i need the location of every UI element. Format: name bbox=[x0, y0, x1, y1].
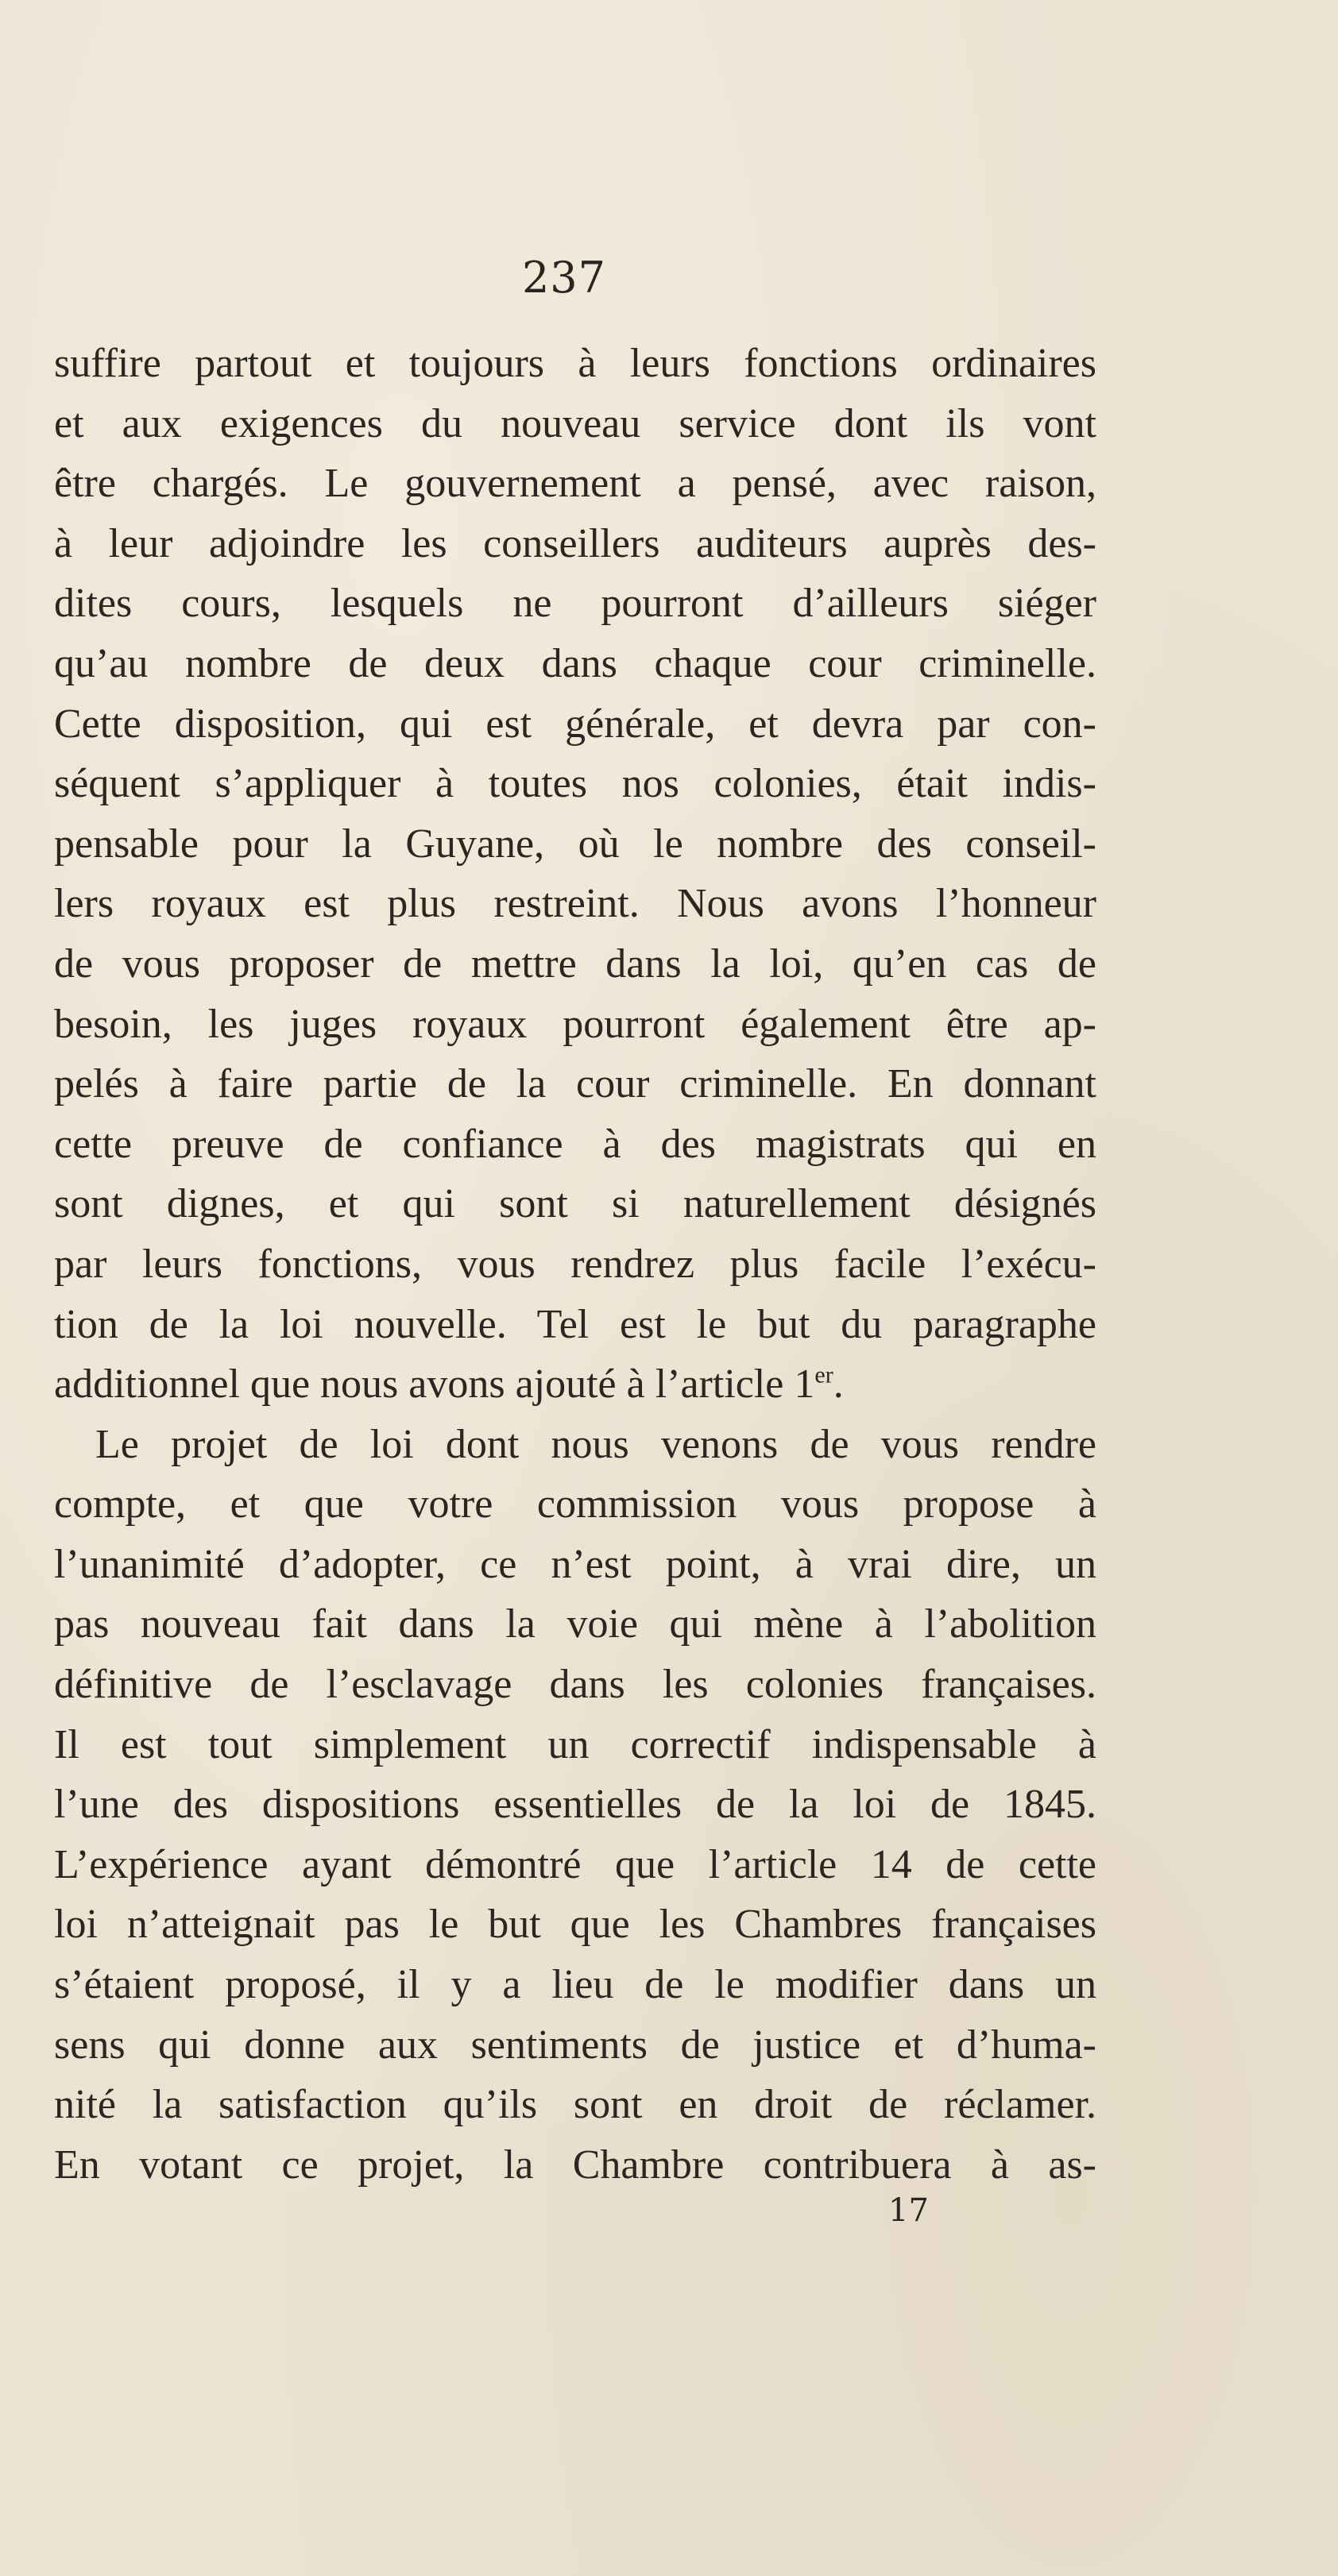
text-line: de vous proposer de mettre dans la loi, qu’en cas de bbox=[54, 940, 1096, 987]
text-line: qu’au nombre de deux dans chaque cour criminelle. bbox=[54, 640, 1096, 686]
text-line: L’expérience ayant démontré que l’article 14 de cette bbox=[54, 1841, 1096, 1887]
text-line: loi n’atteignait pas le but que les Chambres françaises bbox=[54, 1902, 1096, 1948]
text-line: lers royaux est plus restreint. Nous avons l’honneur bbox=[54, 881, 1096, 927]
signature-mark: 17 bbox=[888, 2192, 929, 2229]
period: . bbox=[833, 1361, 844, 1408]
text-line: séquent s’appliquer à toutes nos colonies, était indis- bbox=[54, 761, 1096, 807]
page-number: 237 bbox=[521, 253, 607, 303]
text-line: cette preuve de confiance à des magistrats qui en bbox=[54, 1121, 1096, 1167]
text-line: tion de la loi nouvelle. Tel est le but du paragraphe bbox=[54, 1301, 1096, 1347]
text-line: et aux exigences du nouveau service dont ils vont bbox=[54, 400, 1096, 446]
text-line: suffire partout et toujours à leurs fonctions ordinaires bbox=[54, 341, 1096, 386]
text-line: besoin, les juges royaux pourront également être ap- bbox=[54, 1001, 1096, 1047]
text-line: pelés à faire partie de la cour criminelle. En donnant bbox=[54, 1061, 1096, 1107]
text-line: pas nouveau fait dans la voie qui mène à l’abolition bbox=[54, 1601, 1096, 1647]
text-line: Le projet de loi dont nous venons de vous rendre bbox=[95, 1421, 1096, 1467]
text-line: Cette disposition, qui est générale, et devra par con- bbox=[54, 701, 1096, 747]
text-line-last bbox=[54, 1354, 1096, 1415]
article-ref-text: additionnel que nous avons ajouté à l’article 1 bbox=[54, 1361, 815, 1408]
text-line: compte, et que votre commission vous propose à bbox=[54, 1481, 1096, 1527]
text-line: nité la satisfaction qu’ils sont en droit de réclamer. bbox=[54, 2082, 1096, 2128]
superscript-er: er bbox=[814, 1361, 833, 1388]
text-line: sens qui donne aux sentiments de justice et d’huma- bbox=[54, 2022, 1096, 2068]
text-line: à leur adjoindre les conseillers auditeurs auprès des- bbox=[54, 520, 1096, 566]
text-line: En votant ce projet, la Chambre contribuera à as- bbox=[54, 2142, 1096, 2188]
text-line: par leurs fonctions, vous rendrez plus facile l’exécu- bbox=[54, 1241, 1096, 1287]
text-line: définitive de l’esclavage dans les colonies françaises. bbox=[54, 1662, 1096, 1708]
text-line: dites cours, lesquels ne pourront d’ailleurs siéger bbox=[54, 581, 1096, 627]
text-line: s’étaient proposé, il y a lieu de le modifier dans un bbox=[54, 1962, 1096, 2008]
text-line: pensable pour la Guyane, où le nombre des conseil- bbox=[54, 821, 1096, 867]
text-line: Il est tout simplement un correctif indispensable à bbox=[54, 1721, 1096, 1767]
text-line: sont dignes, et qui sont si naturellement désignés bbox=[54, 1181, 1096, 1227]
text-line: l’une des dispositions essentielles de la loi de 1845. bbox=[54, 1782, 1096, 1828]
text-line: l’unanimité d’adopter, ce n’est point, à vrai dire, un bbox=[54, 1541, 1096, 1587]
body-text bbox=[54, 334, 1096, 2195]
text-line: être chargés. Le gouvernement a pensé, avec raison, bbox=[54, 461, 1096, 507]
